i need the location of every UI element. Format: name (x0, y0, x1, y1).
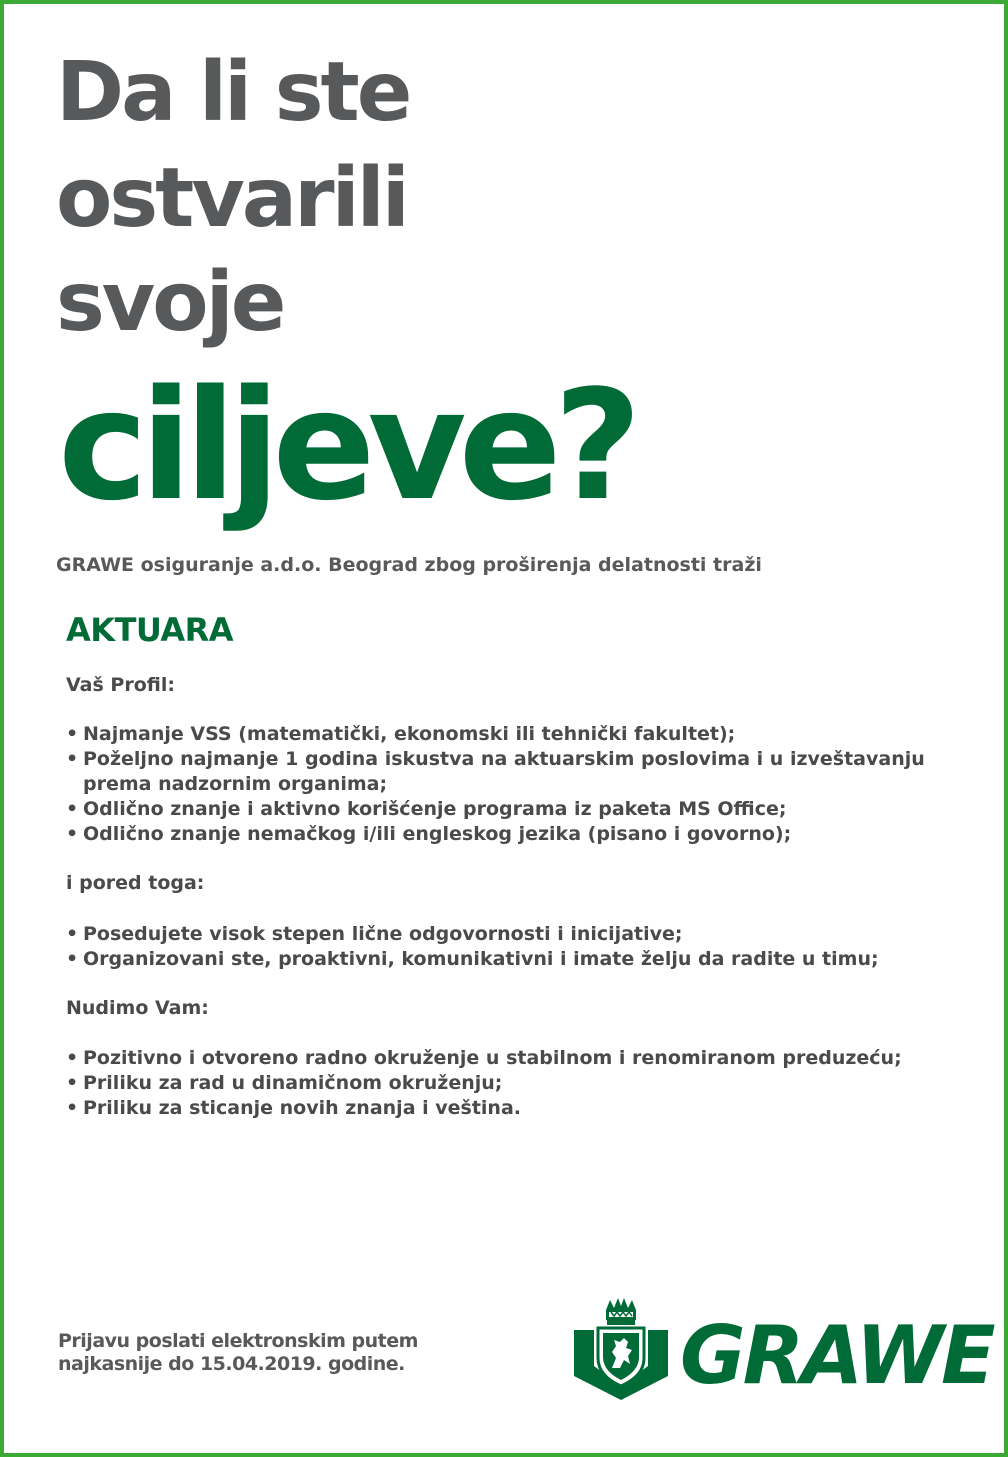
profile-list (66, 722, 925, 847)
headline-line-3: svoje (56, 255, 284, 350)
list-item: • Priliku za rad u dinamičnom okruženju; (66, 1071, 902, 1096)
additional-list (66, 922, 879, 972)
list-item: • Odlično znanje nemačkog i/ili engleskog jezika (pisano i govorno); (66, 822, 925, 847)
list-item-continuation: prema nadzornim organima; (83, 773, 388, 795)
list-item: • Odlično znanje i aktivno korišćenje programa iz paketa MS Office; (66, 797, 925, 822)
list-item: • Organizovani ste, proaktivni, komunikativni i imate želju da radite u timu; (66, 947, 879, 972)
list-item: • Posedujete visok stepen lične odgovornosti i inicijative; (66, 922, 879, 947)
list-item: • Najmanje VSS (matematički, ekonomski ili tehnički fakultet); (66, 722, 925, 747)
grawe-emblem-icon (574, 1296, 668, 1400)
additional-label: i pored toga: (66, 872, 205, 894)
list-item: • Pozitivno i otvoreno radno okruženje u stabilnom i renomiranom preduzeću; (66, 1046, 902, 1071)
grawe-logo-text: GRAWE (680, 1309, 993, 1402)
offer-list (66, 1046, 902, 1121)
grawe-logo (574, 1296, 993, 1402)
position-title: AKTUARA (66, 611, 234, 649)
list-item: • Priliku za sticanje novih znanja i veština. (66, 1096, 902, 1121)
intro-text: GRAWE osiguranje a.d.o. Beograd zbog proširenja delatnosti traži (56, 554, 762, 576)
application-note: Prijavu poslati elektronskim putem najkasnije do 15.04.2019. godine. (58, 1330, 418, 1375)
list-item (66, 747, 925, 797)
headline-line-1: Da li ste (56, 45, 410, 140)
profile-label: Vaš Profil: (66, 674, 175, 696)
headline-line-2: ostvarili (56, 151, 407, 246)
offer-label: Nudimo Vam: (66, 997, 209, 1019)
list-item-text: Poželjno najmanje 1 godina iskustva na aktuarskim poslovima i u izveštavanju (83, 748, 925, 770)
headline-accent: ciljeve? (58, 357, 634, 534)
